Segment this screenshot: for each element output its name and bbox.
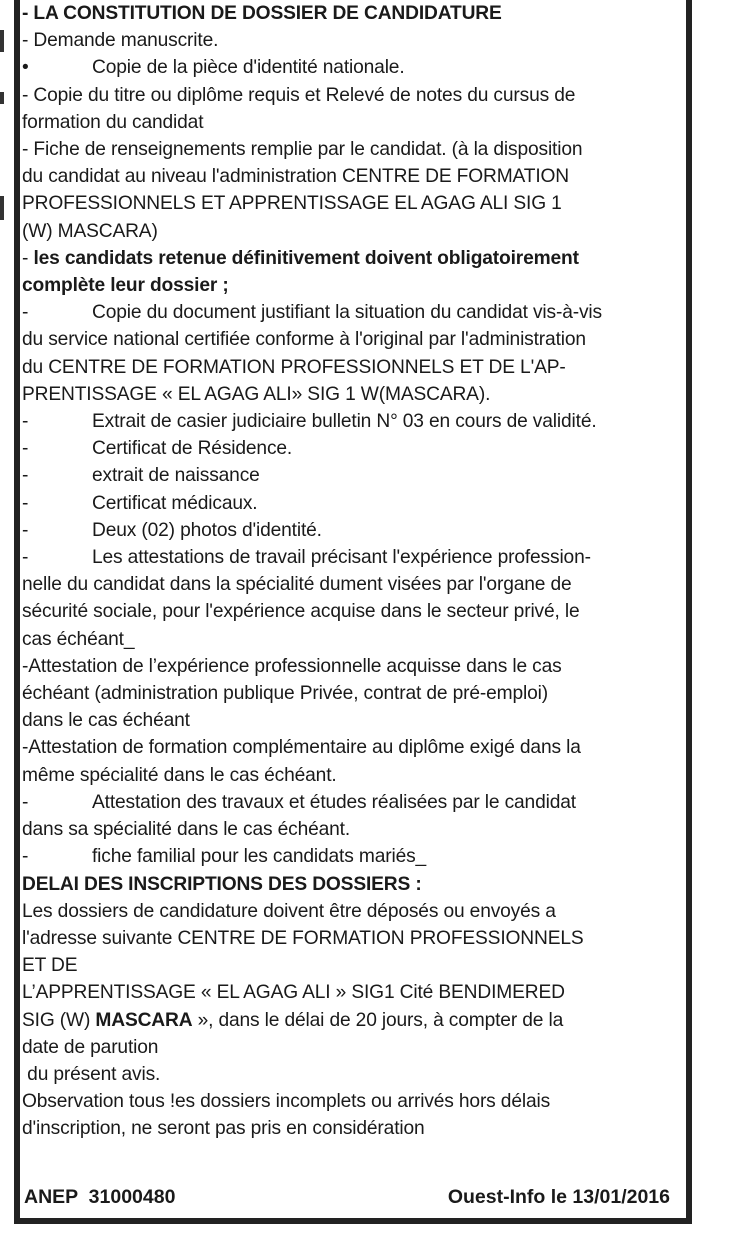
text-line: - Copie du titre ou diplôme requis et Relevé de notes du cursus de [22, 84, 576, 106]
edge-mark [0, 92, 4, 104]
text-line: - Fiche de renseignements remplie par le candidat. (à la disposition [22, 139, 583, 161]
text-line: Les dossiers de candidature doivent être déposés ou envoyés a [22, 900, 556, 922]
notice-body [22, 0, 680, 1143]
text-line: l'adresse suivante CENTRE DE FORMATION PROFESSIONNELS [22, 927, 584, 949]
text-line: du présent avis. [22, 1063, 161, 1085]
list-item: - Extrait de casier judiciaire bulletin N° 03 en cours de validité. [22, 411, 597, 433]
page-edge [0, 0, 5, 1256]
list-item: - Attestation des travaux et études réalisées par le candidat [22, 791, 576, 813]
text-line: d'inscription, ne seront pas pris en considération [22, 1118, 425, 1140]
text-line: ET DE [22, 955, 78, 977]
list-item: - Certificat médicaux. [22, 492, 258, 514]
text-line: - Demande manuscrite. [22, 30, 219, 52]
list-item: - Certificat de Résidence. [22, 438, 293, 460]
list-item: - Copie du document justifiant la situation du candidat vis-à-vis [22, 302, 602, 324]
text-line: Observation tous !es dossiers incomplets ou arrivés hors délais [22, 1091, 551, 1113]
text-line: dans le cas échéant [22, 710, 190, 732]
text-line: SIG (W) MASCARA », dans le délai de 20 jours, à compter de la [22, 1009, 564, 1031]
notice-footer [22, 1182, 672, 1212]
text-line: -Attestation de formation complémentaire au diplôme exigé dans la [22, 737, 581, 759]
bold-text: MASCARA [95, 1009, 193, 1031]
text-line: L’APPRENTISSAGE « EL AGAG ALI » SIG1 Cité BENDIMERED [22, 982, 565, 1004]
text-line: - les candidats retenue définitivement doivent obligatoirement [22, 247, 579, 269]
edge-mark [0, 196, 4, 220]
list-item: • Copie de la pièce d'identité nationale. [22, 54, 680, 81]
text-line: (W) MASCARA) [22, 220, 158, 242]
text-line: sécurité sociale, pour l'expérience acquise dans le secteur privé, le [22, 601, 580, 623]
text-line: échéant (administration publique Privée, contrat de pré-emploi) [22, 683, 548, 705]
text-line: PRENTISSAGE « EL AGAG ALI» SIG 1 W(MASCARA). [22, 383, 491, 405]
edge-mark [0, 30, 4, 52]
text-line: date de parution [22, 1036, 159, 1058]
text-line: PROFESSIONNELS ET APPRENTISSAGE EL AGAG ALI SIG 1 [22, 193, 562, 215]
text-line: du candidat au niveau l'administration CENTRE DE FORMATION [22, 166, 569, 188]
text-line: même spécialité dans le cas échéant. [22, 764, 337, 786]
publication-date: Ouest-Info le 13/01/2016 [447, 1186, 670, 1208]
text-line: formation du candidat [22, 111, 204, 133]
list-item: - fiche familial pour les candidats mariés_ [22, 846, 427, 868]
list-item: - extrait de naissance [22, 465, 260, 487]
section-heading: DELAI DES INSCRIPTIONS DES DOSSIERS : [22, 873, 422, 895]
anep-reference: ANEP 31000480 [24, 1186, 176, 1208]
text-line: du CENTRE DE FORMATION PROFESSIONNELS ET DE L'AP- [22, 356, 566, 378]
text-line: cas échéant_ [22, 628, 135, 650]
list-item: - Les attestations de travail précisant l'expérience profession- [22, 547, 591, 569]
text-line: -Attestation de l’expérience professionnelle acquisse dans le cas [22, 655, 562, 677]
list-item: - Deux (02) photos d'identité. [22, 519, 322, 541]
text-line: nelle du candidat dans la spécialité dument visées par l'organe de [22, 574, 572, 596]
bold-text: les candidats retenue définitivement doivent obligatoirement [33, 247, 579, 269]
bullet-marker: • [22, 57, 29, 79]
text-line: complète leur dossier ; [22, 275, 229, 297]
section-heading: - LA CONSTITUTION DE DOSSIER DE CANDIDATURE [22, 3, 502, 24]
text-line: du service national certifiée conforme à l'original par l'administration [22, 329, 586, 351]
text-line: dans sa spécialité dans le cas échéant. [22, 819, 351, 841]
